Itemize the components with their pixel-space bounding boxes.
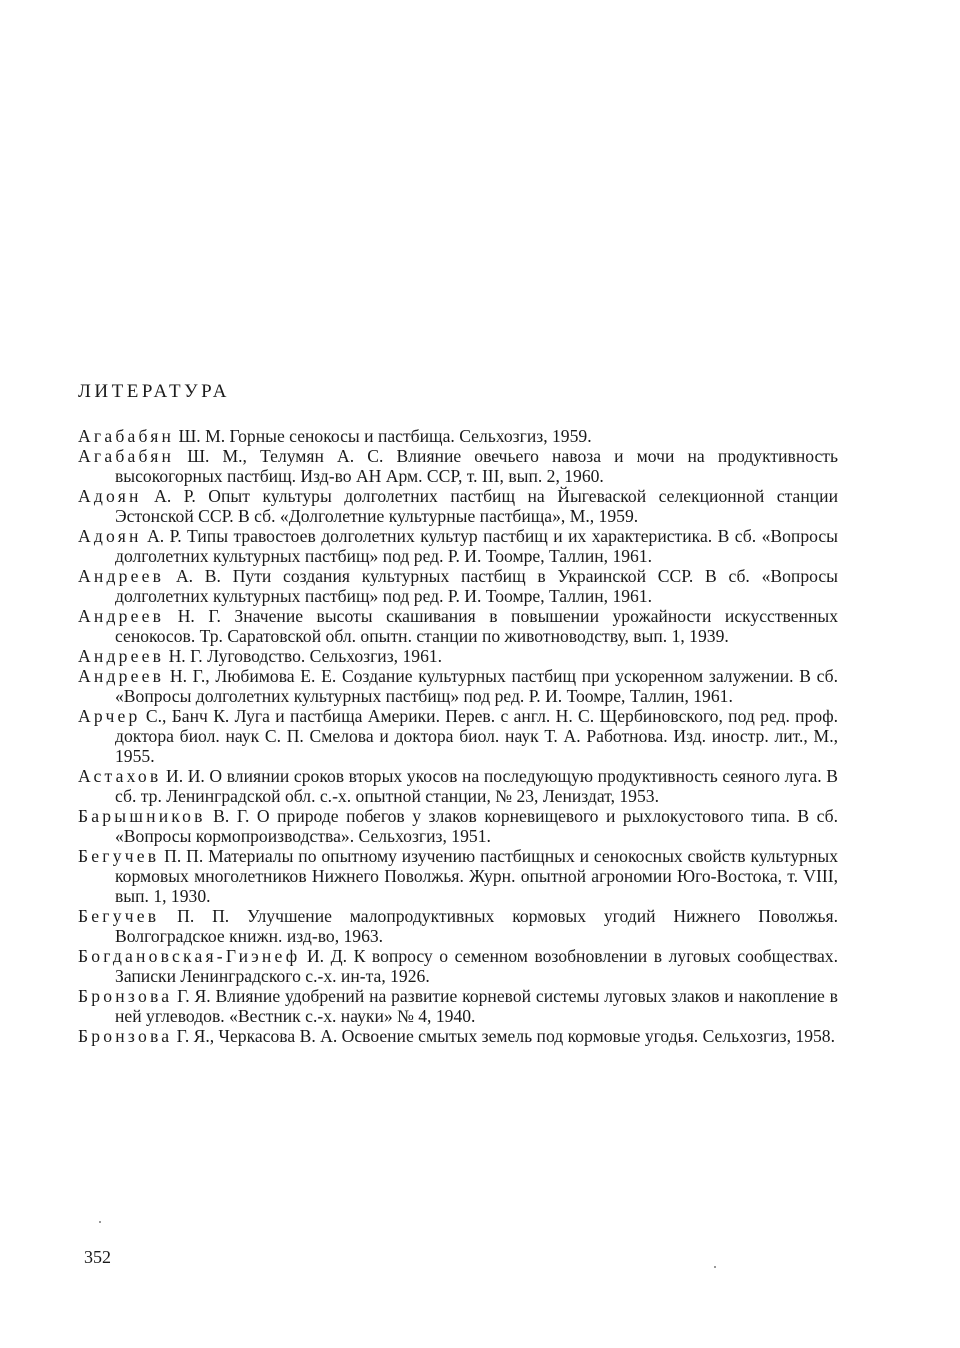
reference-text: И. Д. К вопросу о семенном возобновлении в луговых сообществах. Записки Ленинградского с.-х. ин-та, 1926. [115,946,838,986]
reference-author: Андреев [78,606,165,626]
reference-item [78,906,838,946]
reference-item [78,706,838,766]
reference-author: Бегучев [78,846,160,866]
reference-item [78,1026,838,1046]
reference-item [78,646,838,666]
reference-item [78,806,838,846]
reference-item [78,486,838,526]
reference-item [78,766,838,806]
reference-text: Г. Я. Влияние удобрений на развитие корневой системы луговых злаков и накопление в ней углеводов. «Вестник с.-х. науки» № 4, 1940. [115,986,838,1026]
reference-text: Н. Г., Любимова Е. Е. Создание культурных пастбищ при ускоренном залужении. В сб. «Вопросы долголетних культурных пастбищ» под ред. Р. И. Тоомре, Таллин, 1961. [115,666,838,706]
section-heading: ЛИТЕРАТУРА [78,381,230,402]
reference-author: Адоян [78,526,142,546]
reference-author: Агабабян [78,446,175,466]
reference-author: Бегучев [78,906,160,926]
reference-author: Богдановская-Гиэнеф [78,946,301,966]
reference-item [78,946,838,986]
reference-text: Н. Г. Луговодство. Сельхозгиз, 1961. [164,646,443,666]
reference-text: Н. Г. Значение высоты скашивания в повышении урожайности искусственных сенокосов. Тр. Саратовской обл. опытн. станции по животноводству, вып. 1, 1939. [115,606,838,646]
reference-text: А. Р. Типы травостоев долголетних культур пастбищ и их характеристика. В сб. «Вопросы долголетних культурных пастбищ» под ред. Р. И. Тоомре, Таллин, 1961. [115,526,838,566]
reference-item [78,666,838,706]
reference-text: Ш. М. Горные сенокосы и пастбища. Сельхозгиз, 1959. [174,426,592,446]
reference-item [78,526,838,566]
print-speck [99,1221,101,1223]
reference-author: Андреев [78,566,165,586]
reference-list [78,426,838,1046]
reference-item [78,426,838,446]
reference-author: Барышников [78,806,206,826]
reference-author: Андреев [78,646,165,666]
reference-text: П. П. Материалы по опытному изучению пастбищных и сенокосных свойств культурных кормовых многолетников Нижнего Поволжья. Журн. опытной агрономии Юго-Востока, т. VIII, вып. 1, 1930. [115,846,838,906]
reference-text: П. П. Улучшение малопродуктивных кормовых угодий Нижнего Поволжья. Волгоградское книжн. изд-во, 1963. [115,906,838,946]
reference-author: Астахов [78,766,162,786]
reference-item [78,606,838,646]
reference-text: Ш. М., Телумян А. С. Влияние овечьего навоза и мочи на продуктивность высокогорных пастбищ. Изд-во АН Арм. ССР, т. III, вып. 2, 1960. [115,446,838,486]
reference-item [78,986,838,1026]
reference-author: Андреев [78,666,165,686]
print-speck [714,1266,716,1268]
reference-text: С., Банч К. Луга и пастбища Америки. Перев. с англ. Н. С. Щербиновского, под ред. проф. доктора биол. наук С. П. Смелова и доктора биол. наук Т. А. Работнова. Изд. иностр. лит., М., 1955. [115,706,838,766]
reference-text: И. И. О влиянии сроков вторых укосов на последующую продуктивность сеяного луга. В сб. тр. Ленинградской обл. с.-х. опытной станции, № 23, Лениздат, 1953. [115,766,838,806]
reference-text: Г. Я., Черкасова В. А. Освоение смытых земель под кормовые угодья. Сельхозгиз, 1958. [172,1026,835,1046]
reference-item [78,846,838,906]
reference-text: А. В. Пути создания культурных пастбищ в Украинской ССР. В сб. «Вопросы долголетних культурных пастбищ» под ред. Р. И. Тоомре, Таллин, 1961. [115,566,838,606]
reference-author: Бронзова [78,986,173,1006]
reference-author: Адоян [78,486,142,506]
reference-author: Бронзова [78,1026,173,1046]
reference-text: А. Р. Опыт культуры долголетних пастбищ на Йыгеваской селекционной станции Эстонской ССР. В сб. «Долголетние культурные пастбища», М., 1959. [115,486,838,526]
reference-item [78,446,838,486]
page-number: 352 [84,1247,111,1267]
reference-author: Арчер [78,706,141,726]
reference-text: В. Г. О природе побегов у злаков корневищевого и рыхлокустового типа. В сб. «Вопросы кормопроизводства». Сельхозгиз, 1951. [115,806,838,846]
reference-author: Агабабян [78,426,175,446]
reference-item [78,566,838,606]
